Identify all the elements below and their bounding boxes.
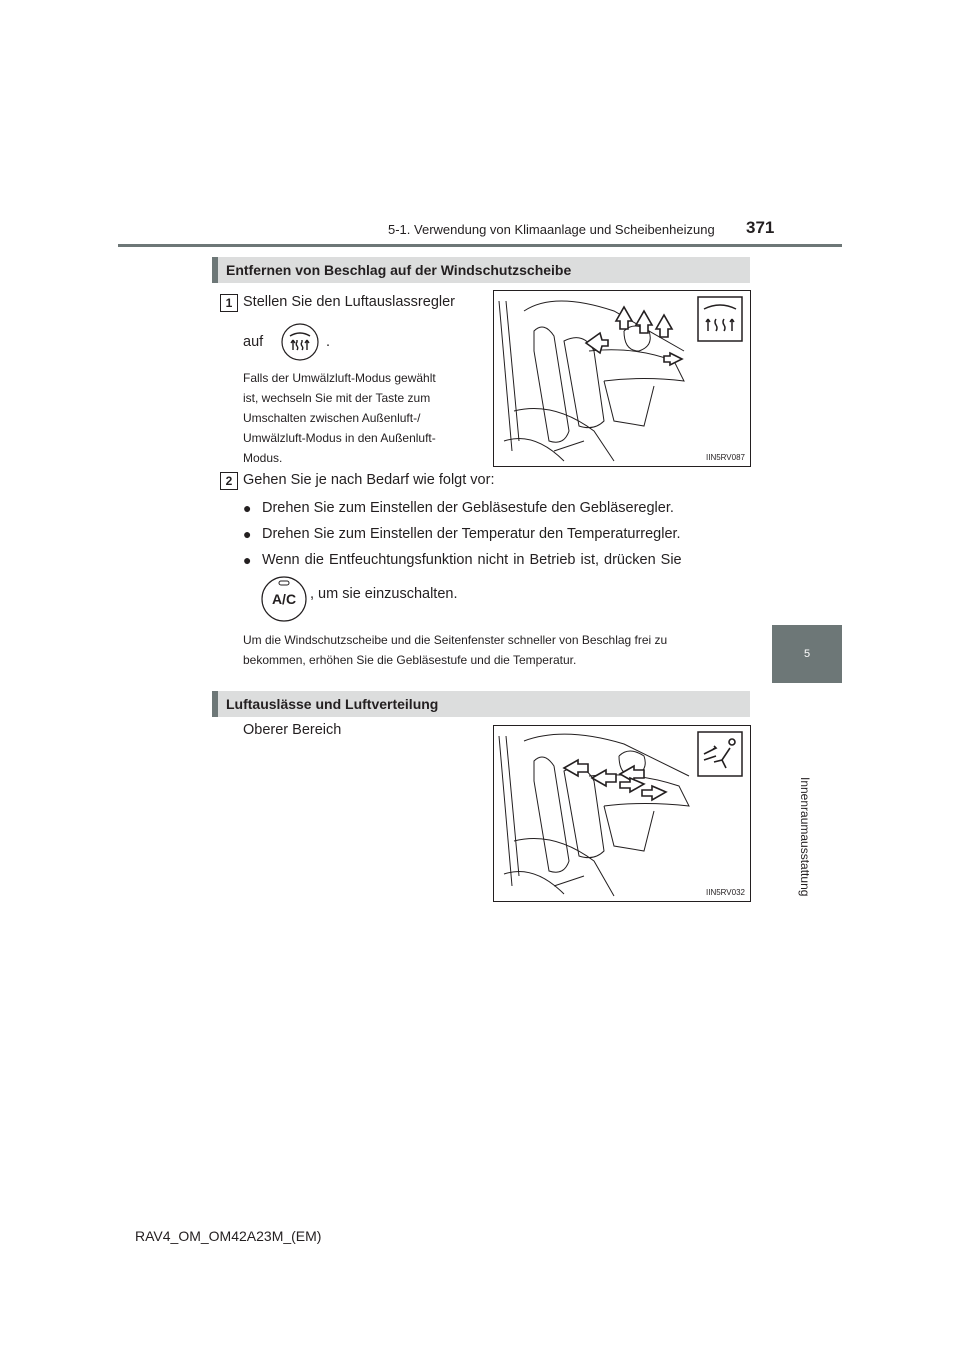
header-divider	[118, 244, 842, 247]
section2-subtitle: Oberer Bereich	[243, 722, 342, 738]
step-number-1: 1	[220, 294, 238, 312]
figure-code: IIN5RV087	[706, 453, 745, 462]
bullet-item-2: Drehen Sie zum Einstellen der Temperatur den Temperaturregler.	[262, 526, 681, 542]
heading-accent	[212, 257, 218, 283]
car-interior-illustration	[494, 726, 750, 901]
section-heading-outlets	[212, 691, 750, 717]
bullet-icon: ●	[243, 526, 252, 542]
note-line: Umschalten zwischen Außenluft-/	[243, 411, 421, 425]
step1-text-line1: Stellen Sie den Luftauslassregler	[243, 294, 455, 310]
step1-text-prefix: auf	[243, 334, 264, 350]
bullet-item-1: Drehen Sie zum Einstellen der Gebläsestufe den Gebläseregler.	[262, 500, 674, 516]
step1-text-suffix: .	[326, 334, 331, 350]
car-interior-illustration	[494, 291, 750, 466]
step2-intro: Gehen Sie je nach Bedarf wie folgt vor:	[243, 472, 495, 488]
note-line: bekommen, erhöhen Sie die Gebläsestufe und die Temperatur.	[243, 653, 577, 667]
heading-accent	[212, 691, 218, 717]
bullet-icon: ●	[243, 552, 252, 568]
section-title: Luftauslässe und Luftverteilung	[226, 696, 439, 712]
defroster-icon	[698, 297, 742, 341]
defroster-icon	[280, 322, 320, 362]
note-line: Um die Windschutzscheibe und die Seitenfenster schneller von Beschlag frei zu	[243, 633, 668, 647]
chapter-title: 5-1. Verwendung von Klimaanlage und Scheibenheizung	[388, 222, 715, 237]
ac-button-label: A/C	[271, 591, 297, 607]
page-number: 371	[746, 218, 775, 237]
bullet-item-3: Wenn die Entfeuchtungsfunktion nicht in Betrieb ist, drücken Sie	[262, 552, 682, 568]
step1-note	[243, 368, 475, 468]
note-line: ist, wechseln Sie mit der Taste zum	[243, 391, 431, 405]
note-line: Falls der Umwälzluft-Modus gewählt	[243, 371, 436, 385]
chapter-number: 5	[803, 648, 811, 660]
section-title: Entfernen von Beschlag auf der Windschutzscheibe	[226, 262, 572, 278]
chapter-tab	[772, 625, 842, 683]
chapter-label: Innenraumausstattung	[798, 777, 812, 897]
bullet-icon: ●	[243, 500, 252, 516]
figure-defog-illustration	[493, 290, 751, 467]
figure-code: IIN5RV032	[706, 888, 745, 897]
ac-button-icon	[260, 575, 308, 623]
document-code: RAV4_OM_OM42A23M_(EM)	[135, 1228, 322, 1244]
step-number-2: 2	[220, 472, 238, 490]
note-line: Modus.	[243, 451, 283, 465]
note-line: Umwälzluft-Modus in den Außenluft-	[243, 431, 436, 445]
section-heading-defog	[212, 257, 750, 283]
figure-upper-area-illustration	[493, 725, 751, 902]
step2-note	[243, 630, 749, 670]
ac-suffix-text: , um sie einzuschalten.	[310, 586, 458, 602]
